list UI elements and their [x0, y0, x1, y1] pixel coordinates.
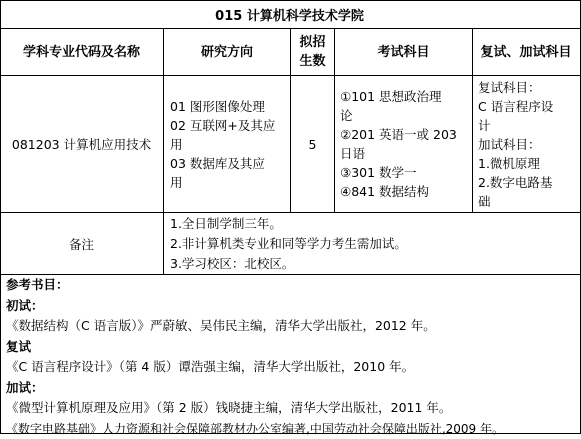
exam-line: 日语	[340, 144, 471, 163]
direction-line: 02 互联网+及其应	[170, 116, 288, 135]
exam-line: ①101 思想政治理	[340, 87, 471, 106]
header-quota-line: 生数	[299, 52, 325, 71]
exam-line: 论	[340, 106, 471, 125]
header-direction: 研究方向	[164, 29, 290, 75]
major-cell: 081203 计算机应用技术	[0, 76, 163, 212]
reference-group-label: 加试：	[6, 378, 504, 399]
exam-line: ③301 数学一	[340, 163, 471, 182]
remark-item: 2.非计算机类专业和同等学力考生需加试。	[170, 234, 575, 254]
retest-line: C 语言程序设	[478, 97, 578, 116]
reference-heading: 参考书目：	[6, 275, 504, 296]
retest-line: 1.微机原理	[478, 154, 578, 173]
reference-group-label: 初试：	[6, 296, 504, 317]
retest-line: 2.数字电路基	[478, 173, 578, 192]
retest-cell	[478, 76, 578, 212]
reference-section	[6, 275, 504, 439]
header-exam: 考试科目	[335, 29, 472, 75]
remarks-cell	[170, 213, 575, 274]
header-quota	[291, 29, 334, 75]
retest-line: 复试科目：	[478, 78, 578, 97]
reference-group-label: 复试	[6, 337, 504, 358]
quota-cell: 5	[291, 76, 334, 212]
remarks-label: 备注	[0, 213, 163, 274]
direction-line: 用	[170, 135, 288, 154]
direction-cell	[170, 76, 288, 212]
exam-line: ②201 英语一或 203	[340, 125, 471, 144]
reference-book: 《数字电路基础》人力资源和社会保障部教材办公室编著,中国劳动社会保障出版社,2009 年。	[6, 419, 504, 439]
exam-cell	[340, 76, 471, 212]
remark-item: 3.学习校区：北校区。	[170, 254, 575, 274]
table-title: 015 计算机科学技术学院	[0, 0, 579, 28]
header-retest: 复试、加试科目	[473, 29, 579, 75]
retest-line: 础	[478, 192, 578, 211]
exam-line: ④841 数据结构	[340, 182, 471, 201]
direction-line: 01 图形图像处理	[170, 97, 288, 116]
retest-line: 计	[478, 116, 578, 135]
direction-line: 用	[170, 173, 288, 192]
remark-item: 1.全日制学制三年。	[170, 214, 575, 234]
direction-line: 03 数据库及其应	[170, 154, 288, 173]
reference-book: 《数据结构（C 语言版）》严蔚敏、吴伟民主编，清华大学出版社，2012 年。	[6, 316, 504, 337]
retest-line: 加试科目：	[478, 135, 578, 154]
reference-book: 《C 语言程序设计》（第 4 版）谭浩强主编，清华大学出版社，2010 年。	[6, 357, 504, 378]
reference-book: 《微型计算机原理及应用》（第 2 版）钱晓捷主编，清华大学出版社，2011 年。	[6, 398, 504, 419]
header-major: 学科专业代码及名称	[0, 29, 163, 75]
header-quota-line: 拟招	[299, 33, 325, 52]
